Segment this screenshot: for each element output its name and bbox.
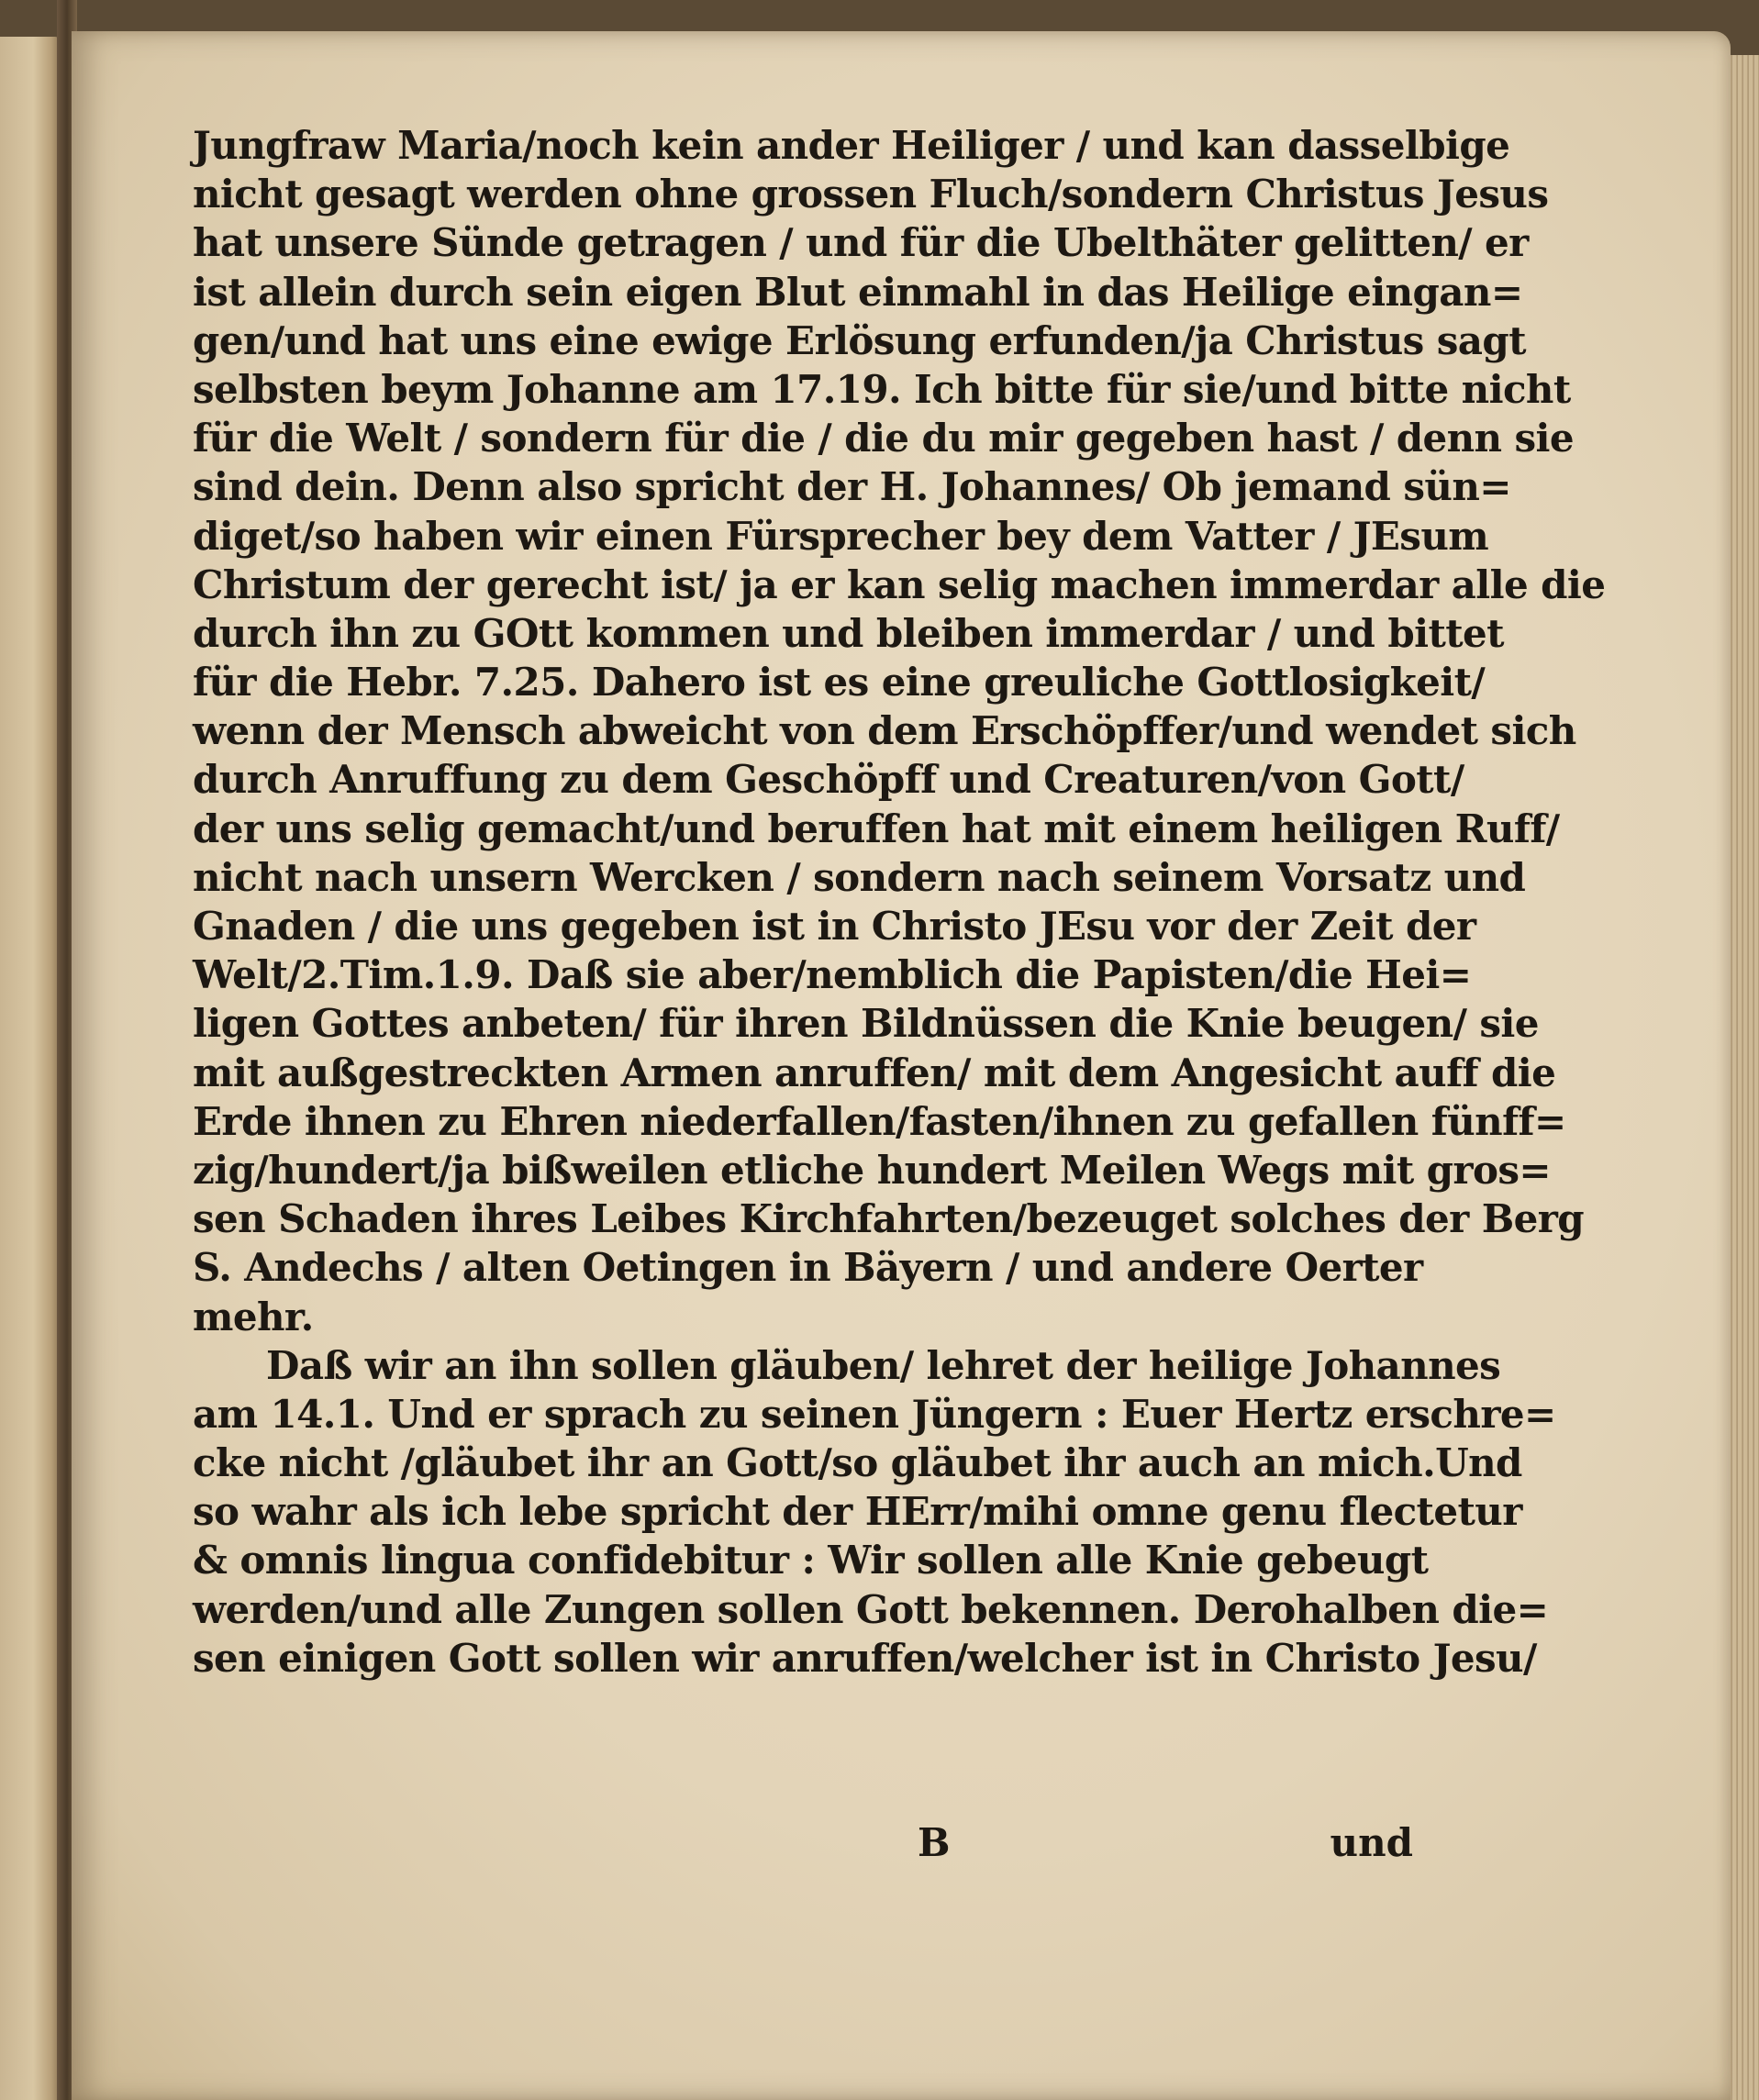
text-line: sind dein. Denn also spricht der H. Johannes/ Ob jemand sün=	[193, 464, 1511, 510]
book-page	[72, 31, 1731, 2100]
text-line: hat unsere Sünde getragen / und für die Ubelthäter gelitten/ er	[193, 220, 1529, 266]
text-line: S. Andechs / alten Oetingen in Bäyern / und andere Oerter	[193, 1245, 1423, 1291]
text-line: wenn der Mensch abweicht von dem Erschöpffer/und wendet sich	[193, 708, 1576, 754]
text-line: Jungfraw Maria/noch kein ander Heiliger / und kan dasselbige	[193, 123, 1510, 168]
text-line: Gnaden / die uns gegeben ist in Christo JEsu vor der Zeit der	[193, 904, 1476, 949]
text-line: durch ihn zu GOtt kommen und bleiben immerdar / und bittet	[193, 610, 1504, 656]
text-line: nicht nach unsern Wercken / sondern nach seinem Vorsatz und	[193, 854, 1526, 900]
text-line: Erde ihnen zu Ehren niederfallen/fasten/ihnen zu gefallen fünff=	[193, 1098, 1566, 1144]
text-line: mehr.	[193, 1294, 314, 1339]
text-line: selbsten beym Johanne am 17.19. Ich bitte für sie/und bitte nicht	[193, 366, 1571, 412]
text-line: der uns selig gemacht/und beruffen hat mit einem heiligen Ruff/	[193, 806, 1560, 851]
text-line: gen/und hat uns eine ewige Erlösung erfunden/ja Christus sagt	[193, 317, 1526, 363]
text-line: ligen Gottes anbeten/ für ihren Bildnüssen die Knie beugen/ sie	[193, 1001, 1539, 1047]
text-line: für die Hebr. 7.25. Dahero ist es eine greuliche Gottlosigkeit/	[193, 660, 1486, 706]
text-line: nicht gesagt werden ohne grossen Fluch/sondern Christus Jesus	[193, 172, 1549, 217]
text-line: ist allein durch sein eigen Blut einmahl in das Heilige eingan=	[193, 269, 1523, 315]
previous-page-edge	[0, 37, 61, 2100]
text-line: werden/und alle Zungen sollen Gott bekennen. Derohalben die=	[193, 1586, 1549, 1632]
text-line: sen Schaden ihres Leibes Kirchfahrten/bezeuget solches der Berg	[193, 1196, 1585, 1242]
text-line: so wahr als ich lebe spricht der HErr/mihi omne genu flectetur	[193, 1489, 1522, 1535]
text-line: mit außgestreckten Armen anruffen/ mit dem Angesicht auff die	[193, 1050, 1556, 1095]
text-line: cke nicht /gläubet ihr an Gott/so gläubet ihr auch an mich.Und	[193, 1440, 1522, 1486]
text-line: sen einigen Gott sollen wir anruffen/welcher ist in Christo Jesu/	[193, 1635, 1537, 1681]
text-line: & omnis lingua confidebitur : Wir sollen alle Knie gebeugt	[193, 1538, 1429, 1583]
text-line: Welt/2.Tim.1.9. Daß sie aber/nemblich die Papisten/die Hei=	[193, 952, 1472, 998]
catchword: und	[1330, 1820, 1413, 1865]
text-line: diget/so haben wir einen Fürsprecher bey dem Vatter / JEsum	[193, 513, 1489, 559]
text-line: Christum der gerecht ist/ ja er kan selig machen immerdar alle die	[193, 561, 1606, 607]
text-line: am 14.1. Und er sprach zu seinen Jüngern : Euer Hertz erschre=	[193, 1391, 1556, 1437]
page-footer	[193, 1820, 1413, 1875]
signature-mark: B	[918, 1820, 951, 1865]
paragraph-start-line: Daß wir an ihn sollen gläuben/ lehret der heilige Johannes	[266, 1342, 1501, 1388]
text-line: für die Welt / sondern für die / die du mir gegeben hast / denn sie	[193, 416, 1575, 461]
text-line: durch Anruffung zu dem Geschöpff und Creaturen/von Gott/	[193, 757, 1464, 803]
text-line: zig/hundert/ja bißweilen etliche hundert Meilen Wegs mit gros=	[193, 1147, 1552, 1193]
body-text	[193, 121, 1606, 1683]
